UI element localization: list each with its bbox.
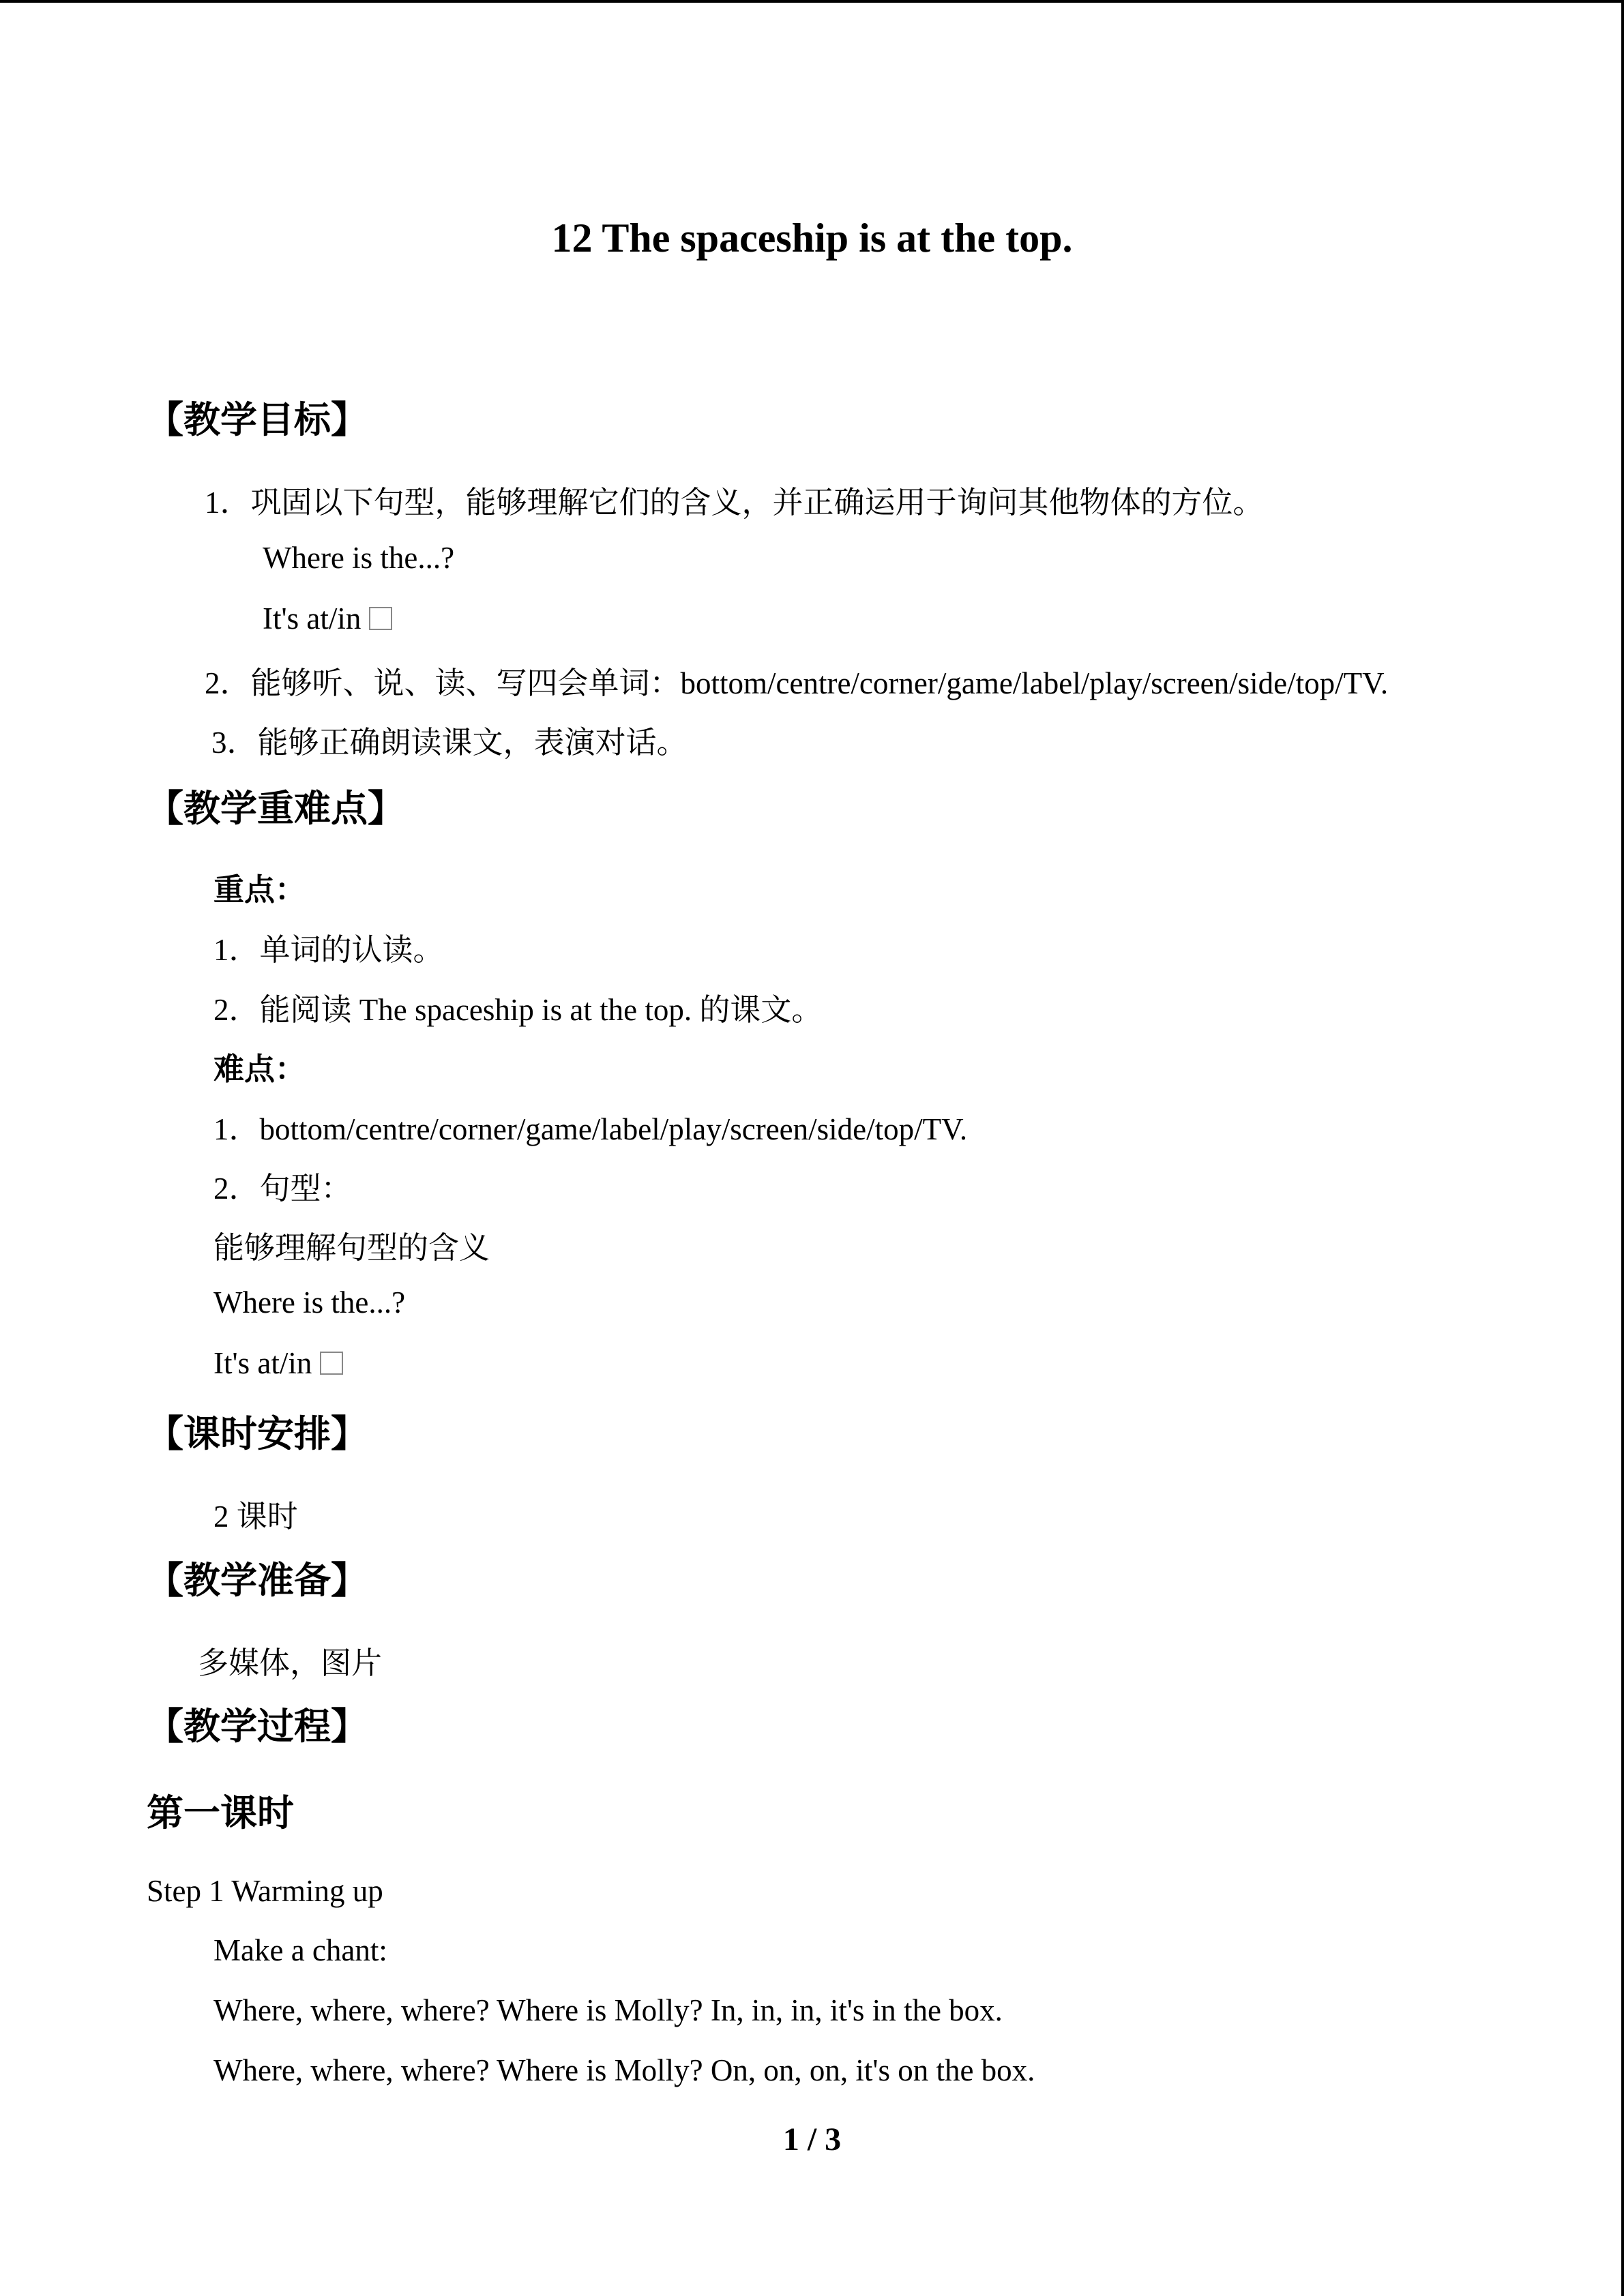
key-points-heading: 【教学重难点】 — [147, 787, 404, 830]
goals-answer-pattern — [263, 601, 392, 636]
prep-text: 多媒体，图片 — [198, 1646, 383, 1680]
goals-item-1: 1．巩固以下句型，能够理解它们的含义，并正确运用于询问其他物体的方位。 — [205, 486, 1264, 520]
placeholder-box-icon — [369, 607, 392, 630]
goals-answer-text: It's at/in — [263, 601, 361, 636]
difficulty-answer-text: It's at/in — [213, 1346, 312, 1380]
key-label: 重点： — [213, 873, 306, 907]
chant-label: Make a chant: — [213, 1933, 387, 1967]
difficulty-item-1: 1．bottom/centre/corner/game/label/play/screen/side/top/TV. — [213, 1112, 968, 1146]
process-heading: 【教学过程】 — [147, 1705, 368, 1748]
key-item-1: 1．单词的认读。 — [213, 933, 444, 967]
document-title: 12 The spaceship is at the top. — [551, 215, 1073, 260]
page-indicator: 1 / 3 — [782, 2121, 842, 2158]
goals-question-pattern: Where is the...? — [263, 541, 455, 575]
placeholder-box-icon — [320, 1352, 343, 1375]
prep-heading: 【教学准备】 — [147, 1559, 368, 1602]
difficulty-question-pattern: Where is the...? — [213, 1285, 406, 1320]
schedule-text: 2 课时 — [213, 1500, 298, 1534]
step-1-title: Step 1 Warming up — [147, 1874, 383, 1908]
right-border — [1621, 0, 1624, 2296]
goals-item-2: 2．能够听、说、读、写四会单词：bottom/centre/corner/game/label/play/screen/side/top/TV. — [205, 666, 1389, 700]
key-item-2: 2．能阅读 The spaceship is at the top. 的课文。 — [213, 993, 823, 1027]
chant-line-2: Where, where, where? Where is Molly? On, on, on, it's on the box. — [213, 2053, 1035, 2087]
lesson-one-heading: 第一课时 — [147, 1791, 294, 1834]
difficulty-answer-pattern — [213, 1345, 343, 1381]
difficulty-item-2: 2．句型： — [213, 1172, 352, 1206]
chant-line-1: Where, where, where? Where is Molly? In, in, in, it's in the box. — [213, 1993, 1003, 2027]
goals-item-3: 3．能够正确朗读课文，表演对话。 — [211, 726, 688, 760]
difficulty-label: 难点： — [213, 1052, 306, 1086]
schedule-heading: 【课时安排】 — [147, 1412, 368, 1455]
difficulty-item-3: 能够理解句型的含义 — [213, 1231, 490, 1265]
top-border — [0, 0, 1624, 3]
goals-heading: 【教学目标】 — [147, 398, 368, 441]
